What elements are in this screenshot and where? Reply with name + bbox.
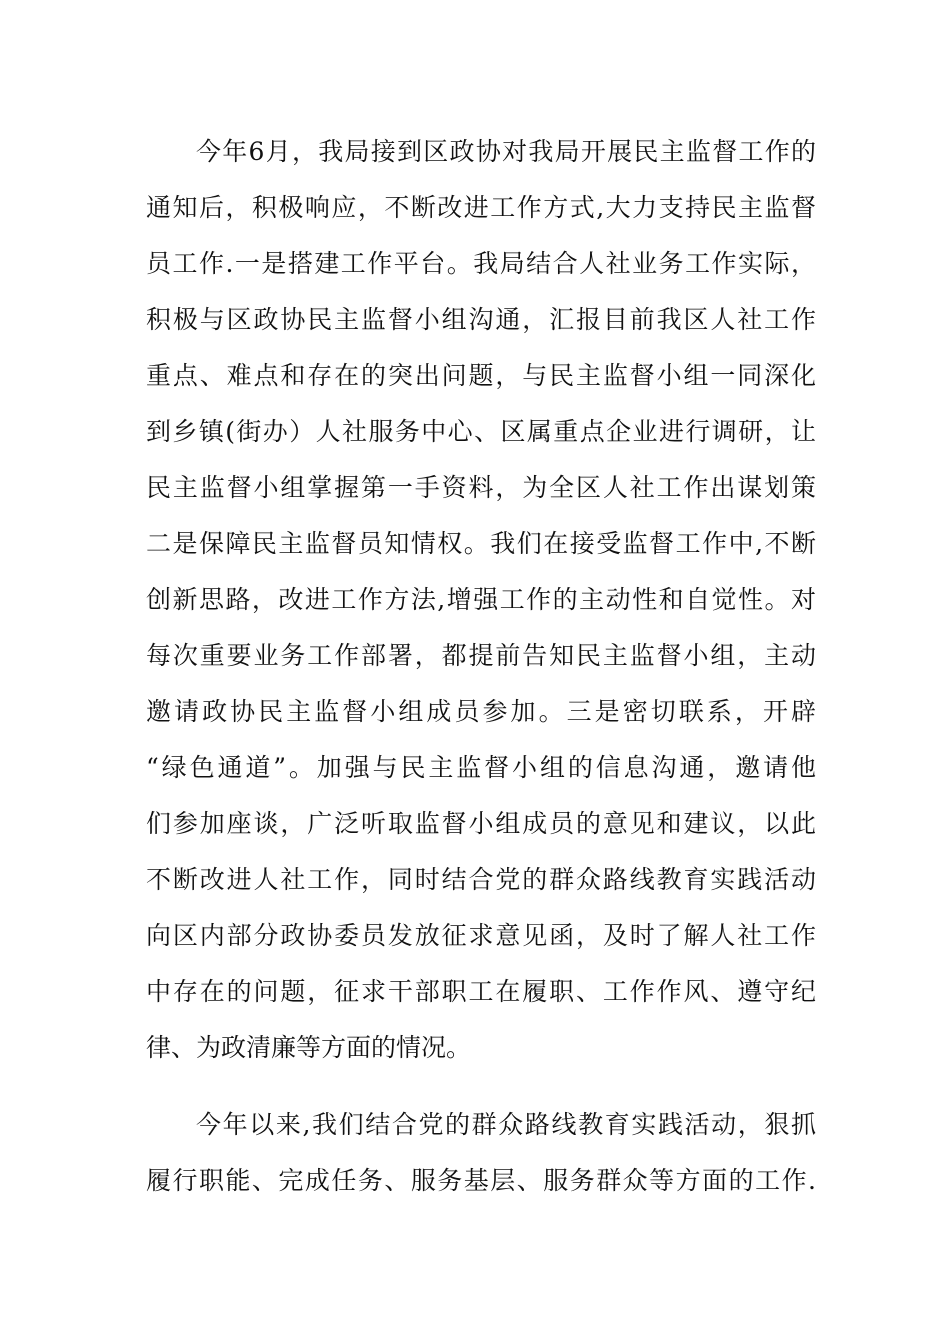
text-line: 中存在的问题，征求干部职工在履职、工作作风、遵守纪 — [146, 977, 816, 1006]
paragraph-1 — [146, 124, 816, 1076]
text-line: 员工作.一是搭建工作平台。我局结合人社业务工作实际， — [146, 249, 816, 278]
text-line: “绿色通道”。加强与民主监督小组的信息沟通，邀请他 — [146, 753, 816, 782]
text-line: 不断改进人社工作，同时结合党的群众路线教育实践活动 — [146, 865, 816, 894]
text-line: 向区内部分政协委员发放征求意见函，及时了解人社工作 — [146, 921, 816, 950]
text-line: 每次重要业务工作部署，都提前告知民主监督小组，主动 — [146, 641, 816, 670]
text-line: 民主监督小组掌握第一手资料，为全区人社工作出谋划策 — [146, 473, 816, 502]
text-line: 履行职能、完成任务、服务基层、服务群众等方面的工作. — [146, 1166, 816, 1195]
text-line: 积极与区政协民主监督小组沟通，汇报目前我区人社工作 — [146, 305, 816, 334]
text-line: 今年6月，我局接到区政协对我局开展民主监督工作的 — [196, 137, 816, 166]
paragraph-2 — [146, 1097, 816, 1209]
text-line: 们参加座谈，广泛听取监督小组成员的意见和建议，以此 — [146, 809, 816, 838]
text-line: 今年以来,我们结合党的群众路线教育实践活动，狠抓 — [196, 1110, 816, 1139]
text-line: 重点、难点和存在的突出问题，与民主监督小组一同深化 — [146, 361, 816, 390]
text-line: 到乡镇(街办）人社服务中心、区属重点企业进行调研，让 — [146, 417, 816, 446]
text-line: 通知后，积极响应，不断改进工作方式,大力支持民主监督 — [146, 193, 816, 222]
text-line: 二是保障民主监督员知情权。我们在接受监督工作中,不断 — [146, 529, 816, 558]
text-line: 邀请政协民主监督小组成员参加。三是密切联系，开辟 — [146, 697, 816, 726]
text-line: 律、为政清廉等方面的情况。 — [146, 1033, 472, 1062]
text-line: 创新思路，改进工作方法,增强工作的主动性和自觉性。对 — [146, 585, 816, 614]
